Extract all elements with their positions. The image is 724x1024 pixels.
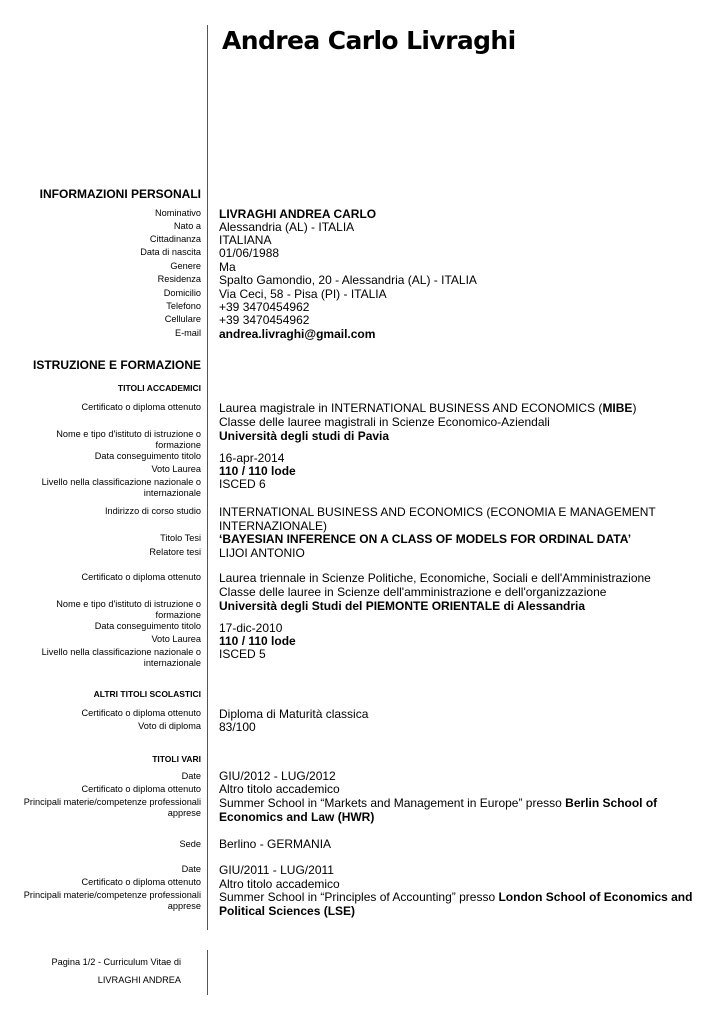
value-bachelor-institution: Università degli Studi del PIEMONTE ORIENTALE di Alessandria (219, 599, 586, 613)
value-nato-a: Alessandria (AL) - ITALIA (219, 220, 355, 234)
value-bachelor-grade: 110 / 110 lode (219, 634, 296, 648)
value-master-institution: Università degli studi di Pavia (219, 429, 390, 443)
label-genere: Genere (170, 261, 201, 271)
value-genere: Ma (219, 260, 236, 274)
label-telefono: Telefono (166, 301, 201, 311)
value-email[interactable]: andrea.livraghi@gmail.com (219, 327, 376, 341)
value-other-grade: 83/100 (219, 720, 256, 734)
label-data-nascita: Data di nascita (140, 247, 201, 257)
footer-page-info: Pagina 1/2 - Curriculum Vitae di (51, 957, 181, 967)
footer-divider (207, 950, 208, 995)
value-bachelor-date: 17-dic-2010 (219, 621, 283, 635)
label-livello: Livello nella classificazione nazionale o internazionale (41, 647, 201, 668)
label-nominativo: Nominativo (155, 208, 201, 218)
value-master-thesis: ‘BAYESIAN INFERENCE ON A CLASS OF MODELS FOR ORDINAL DATA’ (219, 532, 632, 546)
value-telefono: +39 3470454962 (219, 300, 310, 314)
value-bachelor-level: ISCED 5 (219, 647, 266, 661)
label-voto-laurea: Voto Laurea (151, 464, 201, 474)
value-residenza: Spalto Gamondio, 20 - Alessandria (AL) - ITALIA (219, 273, 477, 287)
label-relatore: Relatore tesi (149, 547, 201, 557)
value-master-date: 16-apr-2014 (219, 451, 285, 465)
label-certificato: Certificato o diploma ottenuto (81, 572, 201, 582)
label-domicilio: Domicilio (163, 288, 201, 298)
label-istituto: Nome e tipo d'istituto di istruzione o formazione (56, 429, 201, 450)
value-various-1-date: GIU/2012 - LUG/2012 (219, 769, 336, 783)
subsection-titoli-vari: TITOLI VARI (152, 754, 201, 764)
value-master-address: INTERNATIONAL BUSINESS AND ECONOMICS (ECONOMIA E MANAGEMENT INTERNAZIONALE) (219, 505, 656, 533)
value-nominativo: LIVRAGHI ANDREA CARLO (219, 207, 377, 221)
label-data-conseguimento: Data conseguimento titolo (94, 621, 201, 631)
subsection-titoli-accademici: TITOLI ACCADEMICI (117, 383, 201, 393)
value-master-level: ISCED 6 (219, 477, 266, 491)
value-bachelor-certificate: Laurea triennale in Scienze Politiche, Economiche, Sociali e dell'Amministrazione (219, 571, 651, 585)
label-materie: Principali materie/competenze professionali apprese (23, 890, 201, 911)
value-master-certificate: Laurea magistrale in INTERNATIONAL BUSINESS AND ECONOMICS (MIBE) (219, 401, 637, 415)
value-bachelor-class: Classe delle lauree in Scienze dell'amministrazione e dell'organizzazione (219, 585, 607, 599)
label-indirizzo: Indirizzo di corso studio (104, 506, 201, 516)
value-other-certificate: Diploma di Maturità classica (219, 707, 369, 721)
section-title-personal: INFORMAZIONI PERSONALI (39, 187, 201, 201)
label-materie: Principali materie/competenze professionali apprese (23, 797, 201, 818)
label-certificato: Certificato o diploma ottenuto (81, 402, 201, 412)
value-master-grade: 110 / 110 lode (219, 464, 296, 478)
label-cittadinanza: Cittadinanza (149, 234, 201, 244)
label-voto-diploma: Voto di diploma (138, 721, 201, 731)
cv-name: Andrea Carlo Livraghi (222, 26, 516, 55)
label-date: Date (181, 771, 201, 781)
value-data-nascita: 01/06/1988 (219, 246, 280, 260)
value-domicilio: Via Ceci, 58 - Pisa (PI) - ITALIA (219, 287, 387, 301)
value-various-2-subjects: Summer School in “Principles of Accounting” presso London School of Economics and Political Sciences (LSE) (219, 890, 693, 918)
label-data-conseguimento: Data conseguimento titolo (94, 451, 201, 461)
value-various-2-date: GIU/2011 - LUG/2011 (219, 863, 334, 877)
section-title-education: ISTRUZIONE E FORMAZIONE (33, 358, 201, 372)
label-sede: Sede (179, 839, 201, 849)
value-various-1-place: Berlino - GERMANIA (219, 837, 332, 851)
subsection-altri-titoli: ALTRI TITOLI SCOLASTICI (93, 689, 201, 699)
label-residenza: Residenza (157, 274, 201, 284)
value-various-1-certificate: Altro titolo accademico (219, 782, 340, 796)
value-master-class: Classe delle lauree magistrali in Scienze Economico-Aziendali (219, 415, 550, 429)
label-istituto: Nome e tipo d'istituto di istruzione o formazione (56, 599, 201, 620)
value-cittadinanza: ITALIANA (219, 233, 272, 247)
value-cellulare: +39 3470454962 (219, 313, 310, 327)
label-email: E-mail (174, 328, 201, 338)
value-various-1-subjects: Summer School in “Markets and Management in Europe” presso Berlin School of Economics and Law (HWR) (219, 796, 658, 824)
column-divider (207, 25, 208, 930)
label-nato-a: Nato a (173, 221, 201, 231)
label-certificato: Certificato o diploma ottenuto (81, 708, 201, 718)
label-livello: Livello nella classificazione nazionale o internazionale (41, 477, 201, 498)
value-master-supervisor: LIJOI ANTONIO (219, 546, 305, 560)
value-various-2-certificate: Altro titolo accademico (219, 877, 340, 891)
label-certificato: Certificato o diploma ottenuto (81, 877, 201, 887)
label-titolo-tesi: Titolo Tesi (160, 533, 201, 543)
footer-author: LIVRAGHI ANDREA (97, 975, 181, 985)
label-voto-laurea: Voto Laurea (151, 634, 201, 644)
label-cellulare: Cellulare (164, 314, 201, 324)
label-certificato: Certificato o diploma ottenuto (81, 784, 201, 794)
label-date: Date (181, 864, 201, 874)
